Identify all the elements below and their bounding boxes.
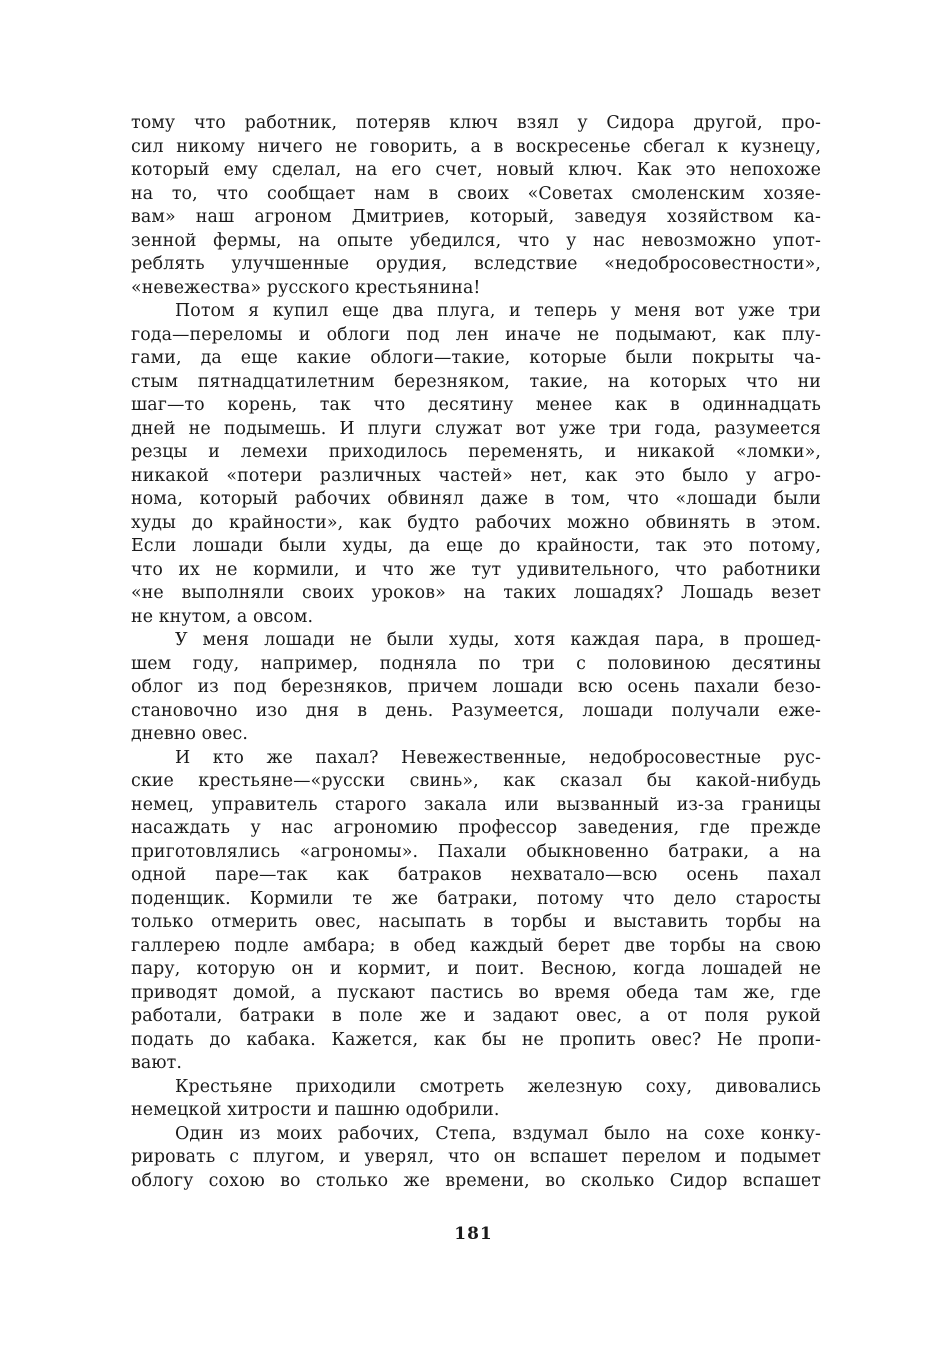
text-line: Один из моих рабочих, Степа, вздумал было на сохе конку- xyxy=(175,1123,821,1144)
text-line: дней не подымешь. И плуги служат вот уже три года, разумеется xyxy=(131,418,821,439)
text-line: работали, батраки в поле же и задают овес, а от поля рукой xyxy=(131,1006,821,1026)
text-line: рировать с плугом, и уверял, что он вспашет перелом и подымет xyxy=(131,1147,821,1167)
text-line: реблять улучшенные орудия, вследствие «недобросовестности», xyxy=(131,254,821,274)
text-line: насаждать у нас агрономию профессор заведения, где прежде xyxy=(131,818,821,838)
text-line: нома, который рабочих обвинял даже в том, что «лошади были xyxy=(131,489,821,509)
body-text xyxy=(131,112,821,1193)
text-line: который ему сделал, на его счет, новый ключ. Как это непохоже xyxy=(131,160,821,180)
text-line: становочно изо дня в день. Разумеется, лошади получали еже- xyxy=(131,700,821,721)
text-line: галлерею подле амбара; в обед каждый берет две торбы на свою xyxy=(131,935,821,956)
text-line: зенной фермы, на опыте убедился, что у нас невозможно упот- xyxy=(131,230,821,251)
text-line: шем году, например, подняла по три с половиною десятины xyxy=(131,653,821,674)
text-line: не кнутом, а овсом. xyxy=(131,606,314,627)
text-line: Крестьяне приходили смотреть железную соху, дивовались xyxy=(175,1076,821,1097)
text-line: вам» наш агроном Дмитриев, который, заведуя хозяйством ка- xyxy=(131,207,821,227)
text-line: И кто же пахал? Невежественные, недобросовестные рус- xyxy=(175,747,821,768)
text-line: одной паре—так как батраков нехватало—всю осень пахал xyxy=(131,865,821,885)
text-line: резцы и лемехи приходилось переменять, и никакой «ломки», xyxy=(131,442,821,462)
page-number: 181 xyxy=(454,1224,493,1244)
text-line: немецкой хитрости и пашню одобрили. xyxy=(131,1100,500,1120)
text-line: подать до кабака. Кажется, как бы не пропить овес? Не пропи- xyxy=(131,1029,821,1050)
text-line: что их не кормили, и что же тут удивительного, что работники xyxy=(131,559,821,580)
text-line: никакой «потери различных частей» нет, как это было у агро- xyxy=(131,465,821,486)
text-line: дневно овес. xyxy=(131,724,248,744)
text-line: приводят домой, а пускают пастись во время обеда там же, где xyxy=(131,982,821,1003)
text-line: ские крестьяне—«русски свинь», как сказал бы какой-нибудь xyxy=(131,771,821,791)
text-line: гами, да еще какие облоги—такие, которые были покрыты ча- xyxy=(131,348,821,368)
text-line: облогу сохою во столько же времени, во сколько Сидор вспашет xyxy=(131,1170,821,1191)
text-line: Если лошади были худы, да еще до крайности, так это потому, xyxy=(131,536,821,556)
text-line: худы до крайности», как будто рабочих можно обвинять в этом. xyxy=(131,512,821,533)
text-line: года—переломы и облоги под лен иначе не подымают, как плу- xyxy=(131,324,821,345)
text-line: только отмерить овес, насыпать в торбы и выставить торбы на xyxy=(131,912,821,932)
text-line: вают. xyxy=(131,1053,182,1073)
text-line: немец, управитель старого закала или вызванный из-за границы xyxy=(131,794,821,815)
text-line: У меня лошади не были худы, хотя каждая пара, в прошед- xyxy=(175,630,821,650)
text-line: поденщик. Кормили те же батраки, потому что дело старосты xyxy=(131,888,821,909)
text-line: на то, что сообщает нам в своих «Советах смоленским хозяе- xyxy=(131,183,821,204)
text-line: «невежества» русского крестьянина! xyxy=(131,277,481,298)
text-line: стым пятнадцатилетним березняком, такие, на которых что ни xyxy=(131,371,821,392)
text-line: «не выполняли своих уроков» на таких лошадях? Лошадь везет xyxy=(131,583,821,603)
text-line: сил никому ничего не говорить, а в воскресенье сбегал к кузнецу, xyxy=(131,136,821,157)
text-line: приготовлялись «агрономы». Пахали обыкновенно батраки, а на xyxy=(131,841,821,862)
text-line: пару, которую он и кормит, и поит. Весною, когда лошадей не xyxy=(131,959,821,979)
text-line: облог из под березняков, причем лошади всю осень пахали безо- xyxy=(131,677,821,697)
text-line: тому что работник, потеряв ключ взял у Сидора другой, про- xyxy=(131,113,821,133)
text-line: шаг—то корень, так что десятину менее как в одиннадцать xyxy=(131,395,821,415)
text-line: Потом я купил еще два плуга, и теперь у меня вот уже три xyxy=(175,301,821,321)
